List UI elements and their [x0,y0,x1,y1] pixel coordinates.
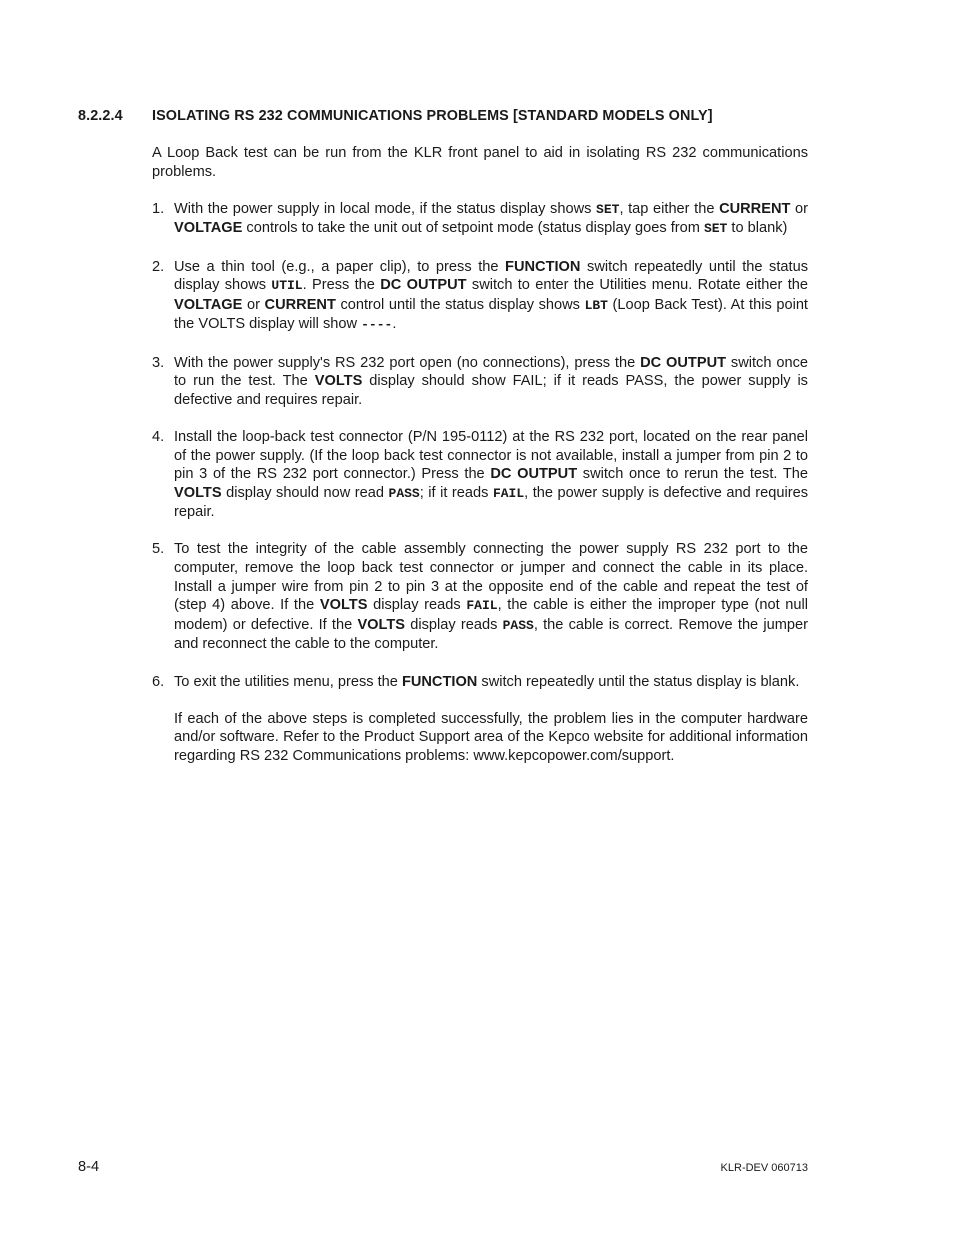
step-text: display reads [367,597,467,614]
control-name: DC OUTPUT [640,354,727,371]
control-name: VOLTS [314,373,363,390]
step-5 [152,540,808,654]
step-text: . [392,316,397,333]
display-code: SET [596,201,620,217]
step-number: 1. [152,200,165,217]
step-text: display reads [405,616,503,633]
step-text: , the cable is correct. Remove the jumper and reconnect the cable to the computer. [174,616,808,653]
step-number: 4. [152,428,165,445]
step-text: display should now read [221,484,389,501]
step-text: display should show FAIL; if it reads PASS, the power supply is defective and requires repair. [174,373,808,408]
control-name: FUNCTION [505,258,581,275]
display-code: FAIL [492,485,525,501]
display-code: PASS [388,485,420,501]
step-number: 2. [152,258,165,275]
step-number: 3. [152,354,165,371]
control-name: VOLTS [319,597,368,614]
step-text: , the power supply is defective and requires repair. [174,484,809,521]
step-4 [152,428,808,522]
section-number: 8.2.2.4 [78,108,123,124]
procedure-steps [152,200,808,691]
step-text: To exit the utilities menu, press the [174,673,402,690]
closing-paragraph: If each of the above steps is completed successfully, the problem lies in the computer hardware and/or software. Refer to the Product Support area of the Kepco website for additional information regarding RS 232 Communications problems: www.kepcopower.com/support. [174,710,808,764]
step-text: Use a thin tool (e.g., a paper clip), to press the [174,258,506,275]
step-text: With the power supply in local mode, if the status display shows [174,200,597,217]
step-text: control until the status display shows [335,296,585,313]
step-text: switch once to run the test. The [174,354,808,390]
step-text: or [242,296,265,313]
control-name: VOLTS [357,616,406,633]
control-name: FUNCTION [401,673,478,690]
step-text: Install the loop-back test connector (P/N 195-0112) at the RS 232 port, located on the rear panel of the power supply. (If the loop back test connector is not available, install a jumper from pin 2 to pin 3 of the RS 232 port connector.) Press the [174,428,808,483]
section-heading [78,108,818,124]
control-name: VOLTAGE [174,296,243,313]
step-6 [152,673,808,692]
display-code: ---- [361,317,393,333]
step-3 [152,354,808,410]
step-2 [152,258,808,335]
step-text: to blank) [727,220,788,237]
step-text: switch once to rerun the test. The [577,466,809,483]
step-1 [152,200,808,239]
step-text: switch to enter the Utilities menu. Rotate either the [466,277,808,294]
control-name: CURRENT [719,200,791,217]
display-code: SET [703,221,728,237]
page-number: 8-4 [78,1159,100,1175]
control-name: VOLTS [174,484,222,501]
control-name: VOLTAGE [174,220,243,237]
document-body [152,144,808,784]
document-id: KLR-DEV 060713 [720,1162,808,1174]
step-text: (Loop Back Test). At this point the VOLTS display will show [174,296,808,333]
step-text: or [790,200,809,217]
step-text: . Press the [302,277,381,294]
step-text: ; if it reads [419,484,493,501]
step-text: controls to take the unit out of setpoint mode (status display goes from [242,220,704,237]
step-number: 5. [152,541,165,558]
display-code: LBT [584,297,608,313]
control-name: DC OUTPUT [490,466,578,483]
section-title: ISOLATING RS 232 COMMUNICATIONS PROBLEMS [STANDARD MODELS ONLY] [152,108,713,124]
step-text: , the cable is either the improper type (not null modem) or defective. If the [174,597,808,633]
display-code: UTIL [271,278,303,294]
display-code: FAIL [466,598,498,614]
display-code: PASS [502,617,534,633]
step-text: With the power supply's RS 232 port open (no connections), press the [174,354,641,371]
step-number: 6. [152,673,165,690]
step-text: To test the integrity of the cable assembly connecting the power supply RS 232 port to the computer, remove the loop back test connector or jumper and connect the cable in its place. Install a jumper wire from pin 2 to pin 3 at the opposite end of the cable and repeat the test of (step 4) above. If the [174,541,808,614]
step-text: switch repeatedly until the status display is blank. [477,673,800,690]
control-name: DC OUTPUT [380,277,467,294]
control-name: CURRENT [264,296,336,313]
step-text: , tap either the [619,200,720,217]
step-text: switch repeatedly until the status display shows [174,258,808,294]
intro-paragraph: A Loop Back test can be run from the KLR front panel to aid in isolating RS 232 communications problems. [152,145,808,180]
